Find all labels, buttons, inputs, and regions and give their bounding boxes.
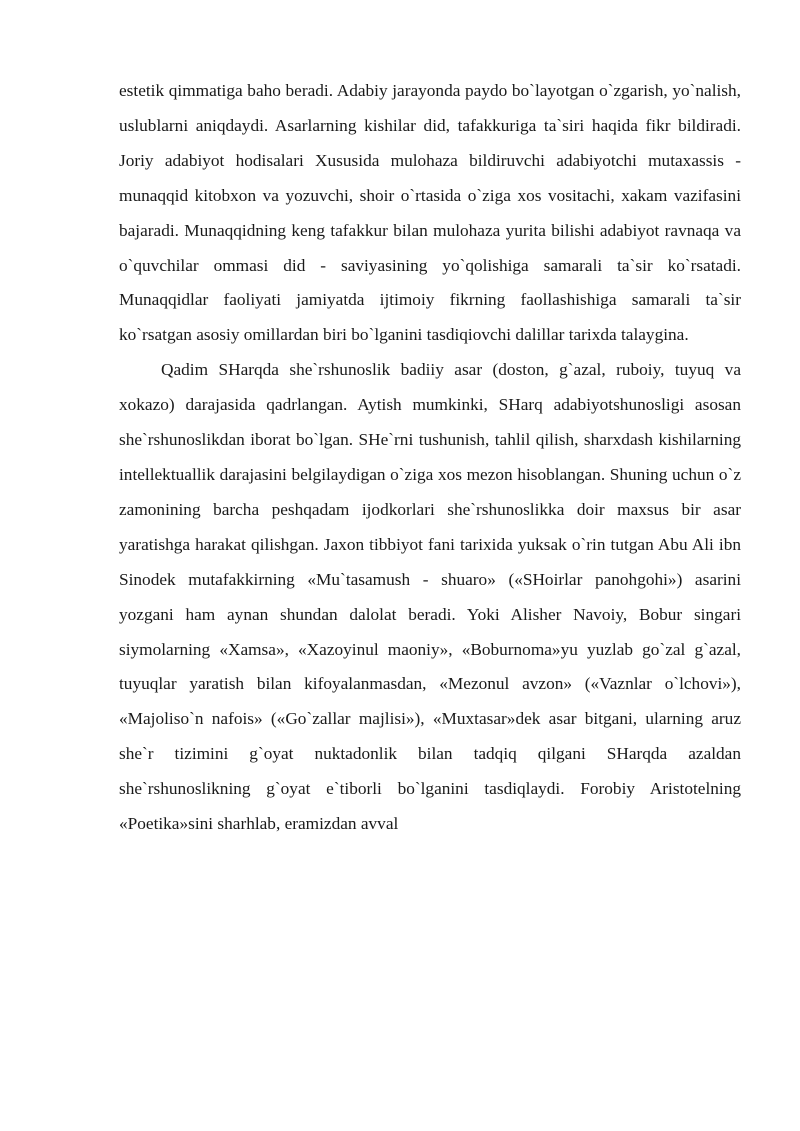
paragraph-2: Qadim SHarqda she`rshunoslik badiiy asar (doston, g`azal, ruboiy, tuyuq va xokazo) darajasida qadrlangan. Aytish mumkinki, SHarq adabiyotshunosligi asosan she`rshunoslikdan iborat bo`lgan. SHe`rni tushunish, tahlil qilish, sharxdash kishilarning intellektuallik darajasini belgilaydigan o`ziga xos mezon hisoblangan. Shuning uchun o`z zamonining barcha peshqadam ijodkorlari she`rshunoslikka doir maxsus bir asar yaratishga harakat qilishgan. Jaxon tibbiyot fani tarixida yuksak o`rin tutgan Abu Ali ibn Sinodek mutafakkirning «Mu`tasamush - shuaro» («SHoirlar panohgohi») asarini yozgani ham aynan shundan dalolat beradi. Yoki Alisher Navoiy, Bobur singari siymolarning «Xamsa», «Xazoyinul maoniy», «Boburnoma»yu yuzlab go`zal g`azal, tuyuqlar yaratish bilan kifoyalanmasdan, «Mezonul avzon» («Vaznlar o`lchovi»), «Majoliso`n nafois» («Go`zallar majlisi»), «Muxtasar»dek asar bitgani, ularning aruz she`r tizimini g`oyat nuktadonlik bilan tadqiq qilgani SHarqda azaldan she`rshunoslikning g`oyat e`tiborli bo`lganini tasdiqlaydi. Forobiy Aristotelning «Poetika»sini sharhlab, eramizdan avval [119, 360, 741, 834]
document-page [119, 74, 741, 842]
paragraph-1: estetik qimmatiga baho beradi. Adabiy jarayonda paydo bo`layotgan o`zgarish, yo`nalish, uslublarni aniqdaydi. Asarlarning kishilar did, tafakkuriga ta`siri haqida fikr bildiradi. Joriy adabiyot hodisalari Xususida mulohaza bildiruvchi adabiyotchi mutaxassis - munaqqid kitobxon va yozuvchi, shoir o`rtasida o`ziga xos vositachi, xakam vazifasini bajaradi. Munaqqidning keng tafakkur bilan mulohaza yurita bilishi adabiyot ravnaqa va o`quvchilar ommasi did - saviyasining yo`qolishiga samarali ta`sir ko`rsatadi. Munaqqidlar faoliyati jamiyatda ijtimoiy fikrning faollashishiga samarali ta`sir ko`rsatgan asosiy omillardan biri bo`lganini tasdiqiovchi dalillar tarixda talaygina. [119, 81, 741, 345]
